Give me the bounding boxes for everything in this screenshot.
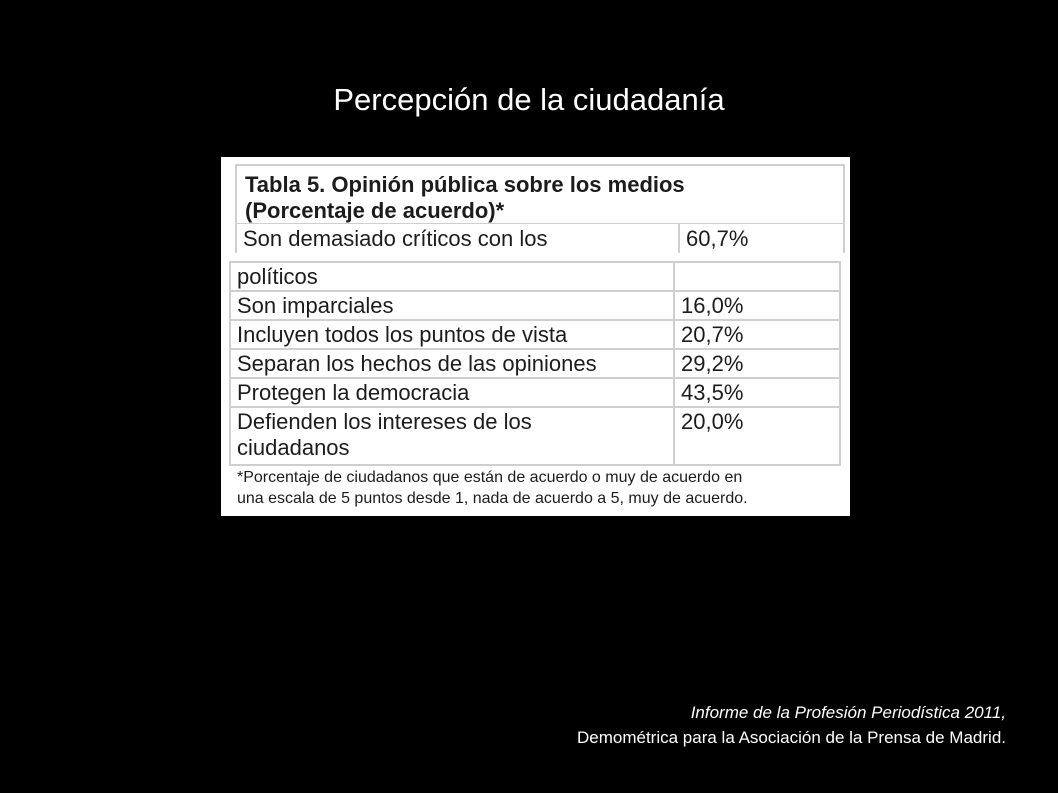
footnote-line-1: *Porcentaje de ciudadanos que están de acuerdo o muy de acuerdo en (237, 469, 743, 486)
slide-title: Percepción de la ciudadanía (333, 82, 725, 117)
row-label: Son demasiado críticos con los (237, 223, 680, 253)
table-row (231, 408, 839, 464)
table-row (235, 223, 845, 253)
row-value: 16,0% (681, 293, 744, 318)
table-row (231, 350, 839, 379)
table-footnote (237, 467, 842, 509)
table-row (231, 292, 839, 321)
footnote-line-2: una escala de 5 puntos desde 1, nada de acuerdo a 5, muy de acuerdo. (237, 490, 748, 507)
row-value: 20,7% (681, 322, 744, 347)
row-label: Protegen la democracia (231, 379, 675, 406)
table-row (231, 379, 839, 408)
table-fragment-bottom (221, 253, 850, 516)
row-value: 20,0% (681, 409, 744, 434)
row-value: 29,2% (681, 351, 744, 376)
table-caption-line-1: Tabla 5. Opinión pública sobre los medios (245, 172, 685, 197)
row-label: Son imparciales (231, 292, 675, 319)
table-row (231, 263, 839, 292)
row-label-line-1: Defienden los intereses de los (237, 409, 532, 434)
source-report: Informe de la Profesión Periodística 2011, (690, 703, 1006, 722)
row-value: 43,5% (681, 380, 744, 405)
table-caption (235, 164, 845, 224)
table-caption-line-2: (Porcentaje de acuerdo)* (245, 198, 505, 223)
row-value: 60,7% (686, 226, 749, 251)
source-citation (577, 700, 1006, 750)
row-value (675, 263, 839, 290)
opinion-table-image (221, 157, 850, 516)
table-fragment-top (221, 157, 850, 253)
row-label: Incluyen todos los puntos de vista (231, 321, 675, 348)
row-label: Separan los hechos de las opiniones (231, 350, 675, 377)
table-rows (229, 261, 841, 466)
row-label-line-2: ciudadanos (237, 435, 350, 460)
row-label: políticos (231, 263, 675, 290)
source-organization: Demométrica para la Asociación de la Prensa de Madrid. (577, 728, 1006, 747)
row-label (231, 408, 675, 464)
table-row (231, 321, 839, 350)
